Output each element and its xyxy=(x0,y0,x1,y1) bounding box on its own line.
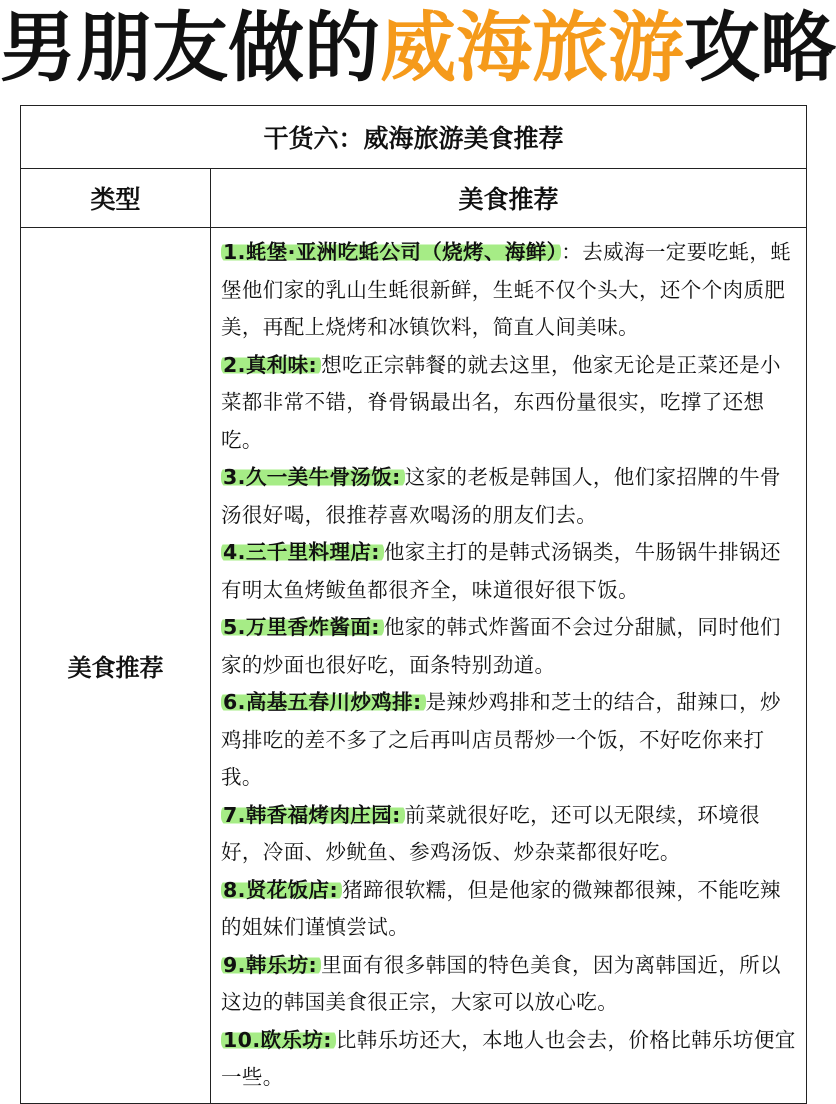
restaurant-name: 2.真利味: xyxy=(221,353,321,377)
list-item xyxy=(221,684,800,797)
restaurant-desc: 比韩乐坊还大，本地人也会去，价格比韩乐坊便宜一些。 xyxy=(221,1027,796,1089)
restaurant-desc: 这家的老板是韩国人，他们家招牌的牛骨汤很好喝，很推荐喜欢喝汤的朋友们去。 xyxy=(221,465,781,527)
page-title xyxy=(0,3,836,92)
restaurant-name: 5.万里香炸酱面: xyxy=(221,615,384,639)
restaurant-name: 4.三千里料理店: xyxy=(221,540,384,564)
column-header-content: 美食推荐 xyxy=(211,169,807,228)
restaurant-desc: 里面有很多韩国的特色美食，因为离韩国近，所以这边的韩国美食很正宗，大家可以放心吃。 xyxy=(221,952,781,1014)
list-item xyxy=(221,797,800,872)
list-item xyxy=(221,459,800,534)
restaurant-name: 8.贤花饭店: xyxy=(221,878,342,902)
restaurant-name: 1.蚝堡·亚洲吃蚝公司（烧烤、海鲜） xyxy=(221,240,561,264)
title-accent: 威海旅游 xyxy=(380,3,684,92)
restaurant-desc: 他家主打的是韩式汤锅类，牛肠锅牛排锅还有明太鱼烤鲅鱼都很齐全，味道很好很下饭。 xyxy=(221,540,781,602)
title-suffix: 攻略 xyxy=(684,3,836,92)
restaurant-desc: 他家的韩式炸酱面不会过分甜腻，同时他们家的炒面也很好吃，面条特别劲道。 xyxy=(221,615,781,677)
list-item xyxy=(221,947,800,1022)
restaurant-name: 6.高基五春川炒鸡排: xyxy=(221,690,426,714)
food-table xyxy=(20,105,807,1104)
row-content-cell xyxy=(211,228,807,1104)
restaurant-name: 7.韩香福烤肉庄园: xyxy=(221,803,405,827)
list-item xyxy=(221,347,800,460)
table-banner: 干货六：威海旅游美食推荐 xyxy=(21,106,807,169)
restaurant-name: 9.韩乐坊: xyxy=(221,953,321,977)
restaurant-name: 3.久一美牛骨汤饭: xyxy=(221,465,405,489)
list-item xyxy=(221,1022,800,1097)
restaurant-desc: 前菜就很好吃，还可以无限续，环境很好，冷面、炒鱿鱼、参鸡汤饭、炒杂菜都很好吃。 xyxy=(221,802,761,864)
list-item xyxy=(221,872,800,947)
row-type-cell: 美食推荐 xyxy=(21,228,211,1104)
list-item xyxy=(221,234,800,347)
restaurant-desc: 是辣炒鸡排和芝士的结合，甜辣口，炒鸡排吃的差不多了之后再叫店员帮炒一个饭，不好吃你来打我。 xyxy=(221,690,781,789)
list-item xyxy=(221,609,800,684)
list-item xyxy=(221,534,800,609)
restaurant-desc: ：去威海一定要吃蚝，蚝堡他们家的乳山生蚝很新鲜，生蚝不仅个头大，还个个肉质肥美，再配上烧烤和冰镇饮料，简直人间美味。 xyxy=(221,240,792,339)
table-row xyxy=(21,228,807,1104)
title-prefix: 男朋友做的 xyxy=(0,3,380,92)
column-header-type: 类型 xyxy=(21,169,211,228)
restaurant-desc: 想吃正宗韩餐的就去这里，他家无论是正菜还是小菜都非常不错，脊骨锅最出名，东西份量很实，吃撑了还想吃。 xyxy=(221,352,781,452)
restaurant-desc: 猪蹄很软糯，但是他家的微辣都很辣，不能吃辣的姐妹们谨慎尝试。 xyxy=(221,877,781,939)
restaurant-name: 10.欧乐坊: xyxy=(221,1028,336,1052)
